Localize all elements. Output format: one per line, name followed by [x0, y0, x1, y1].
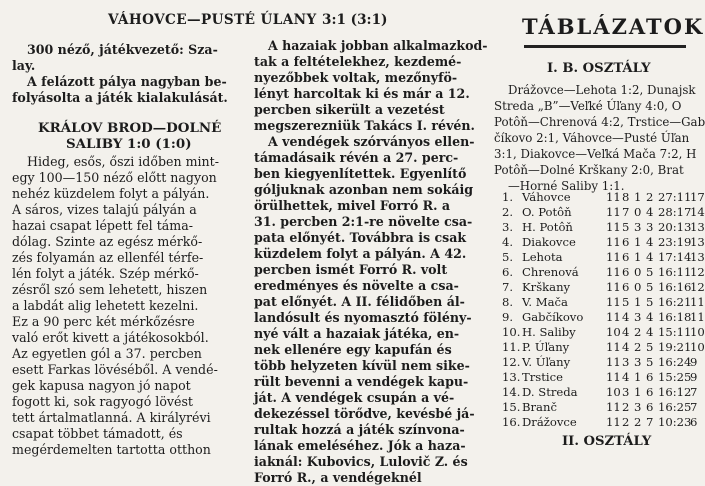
table-row — [494, 370, 700, 386]
text-line: több helyzeten kívül nem sike- — [254, 358, 470, 373]
table-cell-pts: 11 — [690, 295, 705, 309]
table-cell-pts: 13 — [690, 235, 705, 249]
table-row — [494, 190, 705, 206]
article-column-2 — [250, 0, 494, 485]
text-line: lényt harcoltak ki és már a 12. — [254, 86, 470, 101]
match-heading: KRÁLOV BROD—DOLNÉ — [38, 120, 222, 136]
text-line: A felázott pálya nagyban be- — [27, 74, 227, 89]
table-cell-w: 5 — [622, 295, 630, 309]
results-line: číkovo 2:1, Váhovce—Pusté Úľan — [494, 131, 690, 145]
table-cell-pts: 9 — [690, 355, 698, 369]
table-cell-team: O. Potôň — [522, 205, 572, 219]
table-cell-w: 2 — [622, 400, 630, 414]
text-line: góljuknak azonban nem sokáig — [254, 182, 474, 197]
table-cell-d: 1 — [634, 385, 642, 399]
text-line: pat előnyét. A II. félidőben ál- — [254, 294, 465, 309]
table-cell-p: 11 — [606, 205, 621, 219]
table-row — [494, 310, 705, 326]
table-cell-pos: 3. — [502, 220, 514, 234]
text-line: gek kapusa nagyon jó napot — [12, 378, 191, 393]
table-cell-l: 7 — [646, 415, 654, 429]
article-column-1 — [0, 0, 248, 457]
table-cell-d: 2 — [634, 340, 642, 354]
text-line: nehéz küzdelem folyt a pályán. — [12, 186, 210, 201]
text-line: esett Farkas lövéséből. A vendé- — [12, 362, 218, 377]
table-row — [494, 205, 705, 221]
table-cell-d: 1 — [634, 295, 642, 309]
table-cell-l: 4 — [646, 205, 654, 219]
text-line: A vendégek szórványos ellen- — [268, 134, 475, 149]
table-cell-l: 6 — [646, 370, 654, 384]
table-row — [494, 250, 705, 266]
table-cell-score: 27:11 — [658, 190, 692, 204]
table-cell-p: 11 — [606, 370, 621, 384]
table-cell-w: 4 — [622, 325, 630, 339]
table-cell-w: 2 — [622, 415, 630, 429]
text-line: tett ártalmatlanná. A királyrévi — [12, 410, 211, 425]
table-cell-l: 4 — [646, 325, 654, 339]
table-cell-pos: 16. — [502, 415, 521, 429]
table-cell-score: 20:13 — [658, 220, 692, 234]
table-cell-pos: 7. — [502, 280, 514, 294]
text-line: dólag. Szinte az egész mérkő- — [12, 234, 203, 249]
table-cell-score: 19:21 — [658, 340, 692, 354]
table-cell-w: 4 — [622, 370, 630, 384]
text-line: lén folyt a játék. Szép mérkő- — [12, 266, 199, 281]
table-cell-team: Lehota — [522, 250, 563, 264]
text-line: támadásaik révén a 27. perc- — [254, 150, 459, 165]
division-heading: I. B. OSZTÁLY — [547, 61, 651, 76]
table-cell-w: 5 — [622, 220, 630, 234]
table-row — [494, 295, 705, 311]
text-line: zésről szó sem lehetett, hiszen — [12, 282, 208, 297]
table-cell-l: 4 — [646, 310, 654, 324]
text-line: lának emeléséhez. Jók a haza- — [254, 438, 466, 453]
table-cell-team: H. Potôň — [522, 220, 573, 234]
text-line: tak a feltételekhez, kezdemé- — [254, 54, 462, 69]
text-line: ját. A vendégek csupán a vé- — [254, 390, 455, 405]
table-cell-d: 0 — [634, 205, 642, 219]
table-row — [494, 220, 705, 236]
text-line: csapat többet támadott, és — [12, 426, 183, 441]
table-cell-p: 11 — [606, 280, 621, 294]
match-heading: VÁHOVCE—PUSTÉ ÚLANY — [108, 12, 317, 28]
results-line: Drážovce—Lehota 1:2, Dunajsk — [508, 83, 696, 97]
text-line: 31. percben 2:1-re növelte csa- — [254, 214, 473, 229]
text-line: megszerezniük Takács I. révén. — [254, 118, 475, 133]
table-cell-l: 6 — [646, 400, 654, 414]
table-cell-l: 5 — [646, 265, 654, 279]
table-cell-pos: 10. — [502, 325, 521, 339]
table-cell-pos: 2. — [502, 205, 514, 219]
table-cell-d: 3 — [634, 220, 642, 234]
section-title: TÁBLÁZATOK — [522, 14, 705, 39]
table-cell-p: 11 — [606, 190, 621, 204]
table-cell-w: 4 — [622, 310, 630, 324]
table-cell-score: 10:23 — [658, 415, 692, 429]
table-cell-pos: 11. — [502, 340, 521, 354]
text-line: nyezőbbek voltak, mezőnyfö- — [254, 70, 458, 85]
text-line: fogott ki, sok ragyogó lövést — [12, 394, 193, 409]
text-line: Ez a 90 perc két mérkőzésre — [12, 314, 195, 329]
table-cell-pts: 10 — [690, 340, 705, 354]
match-score: SALIBY 1:0 (1:0) — [66, 136, 192, 152]
text-line: percben sikerült a vezetést — [254, 102, 445, 117]
table-cell-team: Krškany — [522, 280, 571, 294]
table-cell-p: 11 — [606, 310, 621, 324]
text-line: nyé vált a hazaiak játéka, en- — [254, 326, 460, 341]
table-row — [494, 280, 705, 296]
table-cell-pts: 7 — [690, 385, 698, 399]
table-cell-l: 5 — [646, 340, 654, 354]
table-cell-l: 2 — [646, 190, 654, 204]
text-line: pata előnyét. Továbbra is csak — [254, 230, 467, 245]
table-cell-pts: 6 — [690, 415, 698, 429]
table-cell-team: D. Streda — [522, 385, 578, 399]
table-cell-team: Diakovce — [522, 235, 576, 249]
text-line: A hazaiak jobban alkalmazkod- — [268, 38, 488, 53]
table-cell-team: V. Úľany — [522, 355, 571, 369]
text-line: Hideg, esős, őszi időben mint- — [27, 154, 219, 169]
table-row — [494, 415, 700, 431]
table-cell-p: 11 — [606, 400, 621, 414]
table-cell-pos: 9. — [502, 310, 514, 324]
table-cell-p: 11 — [606, 220, 621, 234]
text-line: megérdemelten tartotta otthon — [12, 442, 211, 457]
table-cell-pos: 8. — [502, 295, 514, 309]
table-cell-w: 4 — [622, 340, 630, 354]
title-underline — [524, 45, 686, 48]
table-cell-score: 15:25 — [658, 370, 692, 384]
text-line: Az egyetlen gól a 37. percben — [12, 346, 202, 361]
table-cell-team: Váhovce — [522, 190, 571, 204]
match-score: 3:1 (3:1) — [322, 12, 388, 28]
table-row — [494, 325, 705, 341]
table-cell-d: 3 — [634, 310, 642, 324]
table-cell-w: 3 — [622, 385, 630, 399]
text-line: egy 100—150 néző előtt nagyon — [12, 170, 217, 185]
text-line: A sáros, vizes talajú pályán a — [12, 202, 197, 217]
tables-column — [494, 0, 705, 450]
table-cell-l: 4 — [646, 250, 654, 264]
table-cell-pos: 13. — [502, 370, 521, 384]
text-line: küzdelem folyt a pályán. A 42. — [254, 246, 467, 261]
table-cell-score: 16:25 — [658, 400, 692, 414]
table-cell-pos: 6. — [502, 265, 514, 279]
table-cell-team: Trstice — [522, 370, 563, 384]
table-cell-pos: 14. — [502, 385, 521, 399]
text-line: rultak hozzá a játék színvona- — [254, 422, 465, 437]
text-line: 300 néző, játékvezető: Sza- — [27, 42, 218, 57]
text-line: Forró R., a vendégeknél — [254, 470, 422, 485]
table-cell-d: 3 — [634, 400, 642, 414]
text-line: ben kiegyenlítettek. Egyenlítő — [254, 166, 467, 181]
table-cell-pts: 7 — [690, 400, 698, 414]
table-cell-pts: 13 — [690, 250, 705, 264]
table-cell-pts: 14 — [690, 205, 705, 219]
results-line: Streda „B”—Veľké Úľany 4:0, O — [494, 99, 682, 113]
table-cell-pts: 12 — [690, 265, 705, 279]
table-cell-team: Chrenová — [522, 265, 579, 279]
table-cell-score: 16:18 — [658, 310, 692, 324]
table-cell-p: 11 — [606, 250, 621, 264]
text-line: folyásolta a játék kialakulását. — [12, 90, 228, 105]
table-cell-d: 1 — [634, 370, 642, 384]
table-cell-w: 6 — [622, 235, 630, 249]
table-cell-p: 11 — [606, 265, 621, 279]
table-cell-team: V. Mača — [522, 295, 568, 309]
table-cell-d: 2 — [634, 325, 642, 339]
table-cell-d: 2 — [634, 415, 642, 429]
results-line: —Horné Saliby 1:1. — [508, 179, 625, 193]
table-cell-w: 3 — [622, 355, 630, 369]
table-cell-pts: 12 — [690, 280, 705, 294]
table-cell-d: 1 — [634, 235, 642, 249]
results-line: Potôň—Chrenová 4:2, Trstice—Gab — [494, 115, 705, 129]
table-row — [494, 235, 705, 251]
table-cell-pos: 4. — [502, 235, 514, 249]
table-cell-p: 10 — [606, 385, 621, 399]
division-heading: II. OSZTÁLY — [562, 434, 652, 449]
table-cell-pts: 11 — [690, 310, 705, 324]
text-line: való erőt kivett a játékosokból. — [12, 330, 209, 345]
table-cell-p: 11 — [606, 415, 621, 429]
table-row — [494, 265, 705, 281]
text-line: örülhettek, mivel Forró R. a — [254, 198, 450, 213]
table-cell-l: 5 — [646, 295, 654, 309]
table-row — [494, 340, 705, 356]
table-cell-w: 6 — [622, 265, 630, 279]
text-line: zés folyamán az ellenfél térfe- — [12, 250, 204, 265]
text-line: percben ismét Forró R. volt — [254, 262, 448, 277]
table-cell-team: Gabčíkovo — [522, 310, 584, 324]
table-cell-l: 3 — [646, 220, 654, 234]
table-cell-pos: 15. — [502, 400, 521, 414]
table-cell-score: 16:21 — [658, 295, 692, 309]
table-cell-p: 10 — [606, 325, 621, 339]
text-line: iaknál: Kubovics, Lulovič Z. és — [254, 454, 468, 469]
table-cell-pos: 5. — [502, 250, 514, 264]
table-cell-l: 5 — [646, 355, 654, 369]
table-cell-pos: 12. — [502, 355, 521, 369]
table-cell-d: 1 — [634, 190, 642, 204]
table-cell-p: 11 — [606, 235, 621, 249]
text-line: nek ellenére egy kapufán és — [254, 342, 452, 357]
table-cell-p: 11 — [606, 355, 621, 369]
text-line: landósult és nyomasztó fölény- — [254, 310, 472, 325]
table-row — [494, 385, 700, 401]
table-cell-p: 11 — [606, 295, 621, 309]
table-cell-pts: 9 — [690, 370, 698, 384]
table-cell-pts: 17 — [690, 190, 705, 204]
table-cell-pts: 10 — [690, 325, 705, 339]
table-cell-l: 4 — [646, 235, 654, 249]
table-row — [494, 355, 700, 371]
results-line: Potôň—Dolné Krškany 2:0, Brat — [494, 163, 684, 177]
table-cell-l: 5 — [646, 280, 654, 294]
text-line: rült bevenni a vendégek kapu- — [254, 374, 469, 389]
table-cell-score: 16:16 — [658, 280, 692, 294]
table-cell-w: 6 — [622, 250, 630, 264]
table-cell-team: Drážovce — [522, 415, 577, 429]
table-cell-team: P. Úľany — [522, 340, 570, 354]
table-row — [494, 400, 700, 416]
table-cell-w: 8 — [622, 190, 630, 204]
text-line: hazai csapat lépett fel táma- — [12, 218, 193, 233]
text-line: a labdát alig lehetett kezelni. — [12, 298, 199, 313]
table-cell-score: 23:19 — [658, 235, 692, 249]
table-cell-d: 3 — [634, 355, 642, 369]
text-line: lay. — [12, 58, 36, 73]
table-cell-score: 28:17 — [658, 205, 692, 219]
table-cell-score: 17:14 — [658, 250, 692, 264]
table-cell-team: H. Saliby — [522, 325, 576, 339]
table-cell-d: 0 — [634, 265, 642, 279]
text-line: dekezéssel törődve, kevésbé já- — [254, 406, 475, 421]
table-cell-team: Branč — [522, 400, 557, 414]
table-cell-w: 6 — [622, 280, 630, 294]
table-cell-score: 16:11 — [658, 265, 692, 279]
table-cell-d: 1 — [634, 250, 642, 264]
table-cell-score: 16:12 — [658, 385, 692, 399]
results-line: 3:1, Diakovce—Veľká Mača 7:2, H — [494, 147, 697, 161]
table-cell-score: 16:24 — [658, 355, 692, 369]
table-cell-pos: 1. — [502, 190, 514, 204]
table-cell-pts: 13 — [690, 220, 705, 234]
table-cell-l: 6 — [646, 385, 654, 399]
table-cell-d: 0 — [634, 280, 642, 294]
text-line: eredményes és növelte a csa- — [254, 278, 459, 293]
table-cell-p: 11 — [606, 340, 621, 354]
table-cell-score: 15:11 — [658, 325, 692, 339]
table-cell-w: 7 — [622, 205, 630, 219]
